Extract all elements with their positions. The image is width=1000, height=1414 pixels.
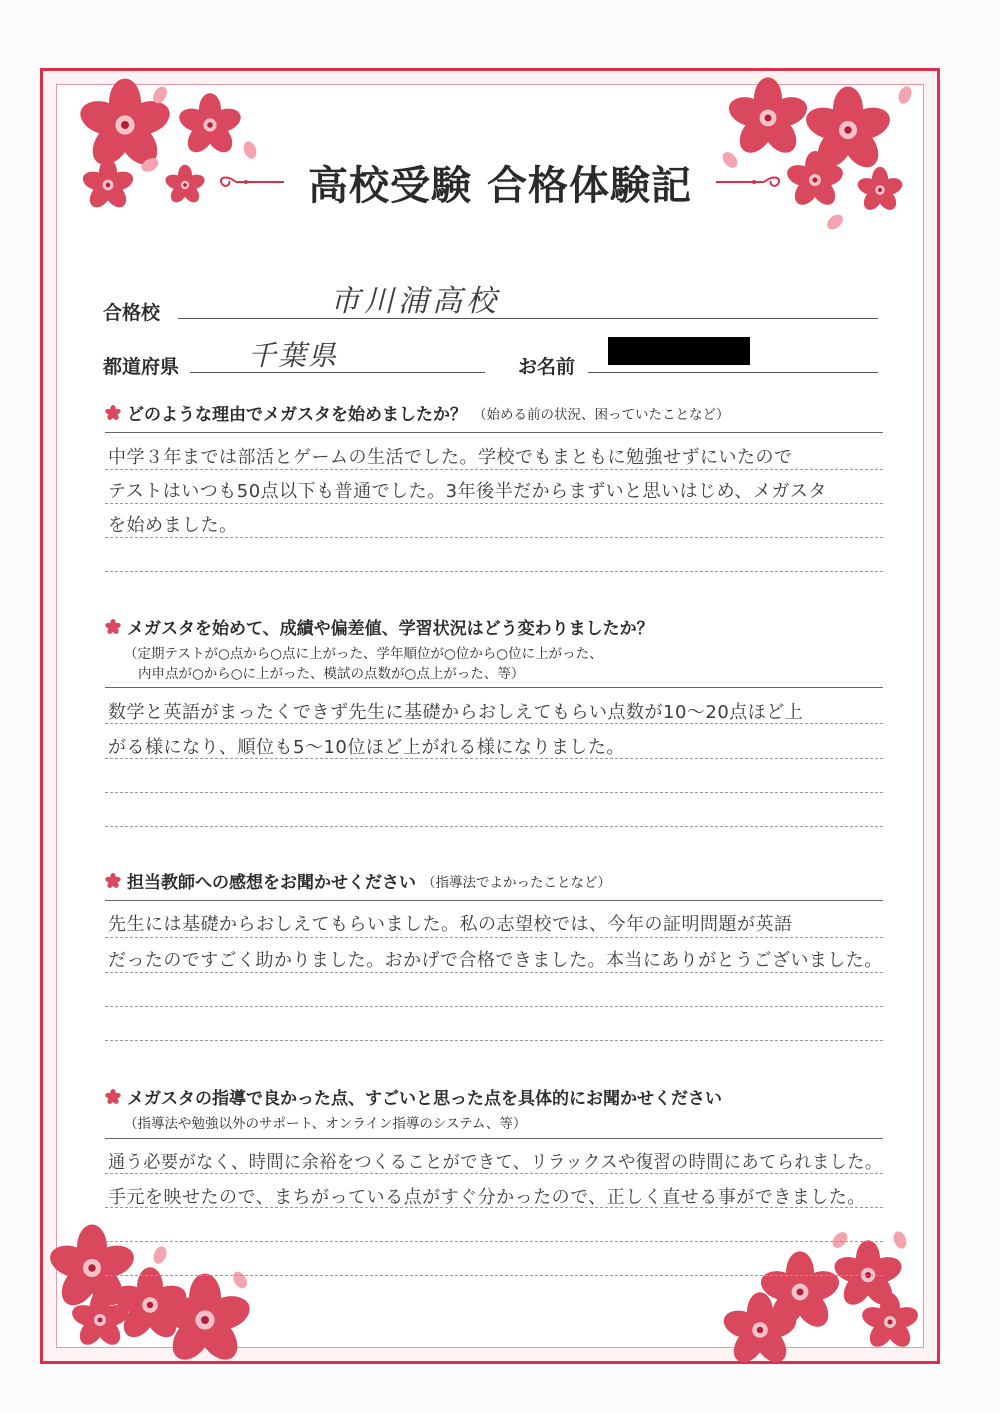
answer-line [105,1241,883,1242]
answer-1-line-3: を始めました。 [108,515,238,536]
right-flourish-icon [714,172,784,192]
answer-line [105,792,883,793]
answer-1-line-1: 中学３年までは部活とゲームの生活でした。学校でもまともに勉強せずにいたので [108,447,793,468]
answer-1-line-2: テストはいつも50点以下も普通でした。3年後半だからまずいと思いはじめ、メガスタ [108,481,827,502]
question-1 [105,400,730,425]
page-title: 高校受験 合格体験記 [308,161,692,209]
answer-line [105,1138,883,1139]
answer-line [105,972,883,973]
question-2-note-1: （定期テストが○点から○点に上がった、学年順位が○位から○位に上がった、 [124,646,603,662]
question-3 [105,868,611,893]
answer-line [105,687,883,688]
answer-4-line-1: 通う必要がなく、時間に余裕をつくることができて、リラックスや復習の時間にあてられました。 [108,1152,883,1173]
answer-4-line-2: 手元を映せたので、まちがっている点がすぐ分かったので、正しく直せる事ができました。 [108,1187,866,1208]
blossom-bullet-icon [105,873,121,889]
blossom-bullet-icon [105,405,121,421]
answer-line [105,826,883,827]
question-3-note: （指導法でよかったことなど） [422,874,611,891]
question-1-label: どのような理由でメガスタを始めましたか？ [127,405,467,425]
answer-line [105,432,883,433]
question-4 [105,1084,722,1109]
answer-line [105,537,883,538]
answer-2-line-2: がる様になり、順位も5～10位ほど上がれる様になりました。 [108,737,625,758]
question-1-note: （始める前の状況、困っていたことなど） [473,406,730,423]
answer-3-line-1: 先生には基礎からおしえてもらいました。私の志望校では、今年の証明問題が英語 [108,914,793,935]
answer-line [105,1275,883,1276]
blossom-bullet-icon [105,619,121,635]
answer-line [105,937,883,938]
answer-line [105,1006,883,1007]
left-flourish-icon [216,172,286,192]
school-line [178,318,878,319]
question-4-label: メガスタの指導で良かった点、すごいと思った点を具体的にお聞かせください [127,1089,722,1109]
question-3-label: 担当教師への感想をお聞かせください [127,873,416,893]
school-value: 市川浦高校 [330,284,500,319]
school-label: 合格校 [103,302,161,324]
name-line [588,372,878,373]
answer-line [105,503,883,504]
question-2-label: メガスタを始めて、成績や偏差値、学習状況はどう変わりましたか？ [127,619,654,639]
question-2 [105,614,654,639]
answer-line [105,900,883,901]
question-2-note-2: 内申点が○から○に上がった、模試の点数が○点上がった、等） [138,666,525,682]
title-row [0,152,1000,212]
blossom-bullet-icon [105,1089,121,1105]
answer-2-line-1: 数学と英語がまったくできず先生に基礎からおしえてもらい点数が10～20点ほど上 [108,702,804,723]
answer-line [105,469,883,470]
answer-3-line-2: だったのですごく助かりました。おかげで合格できました。本当にありがとうございました。 [108,950,883,971]
name-label: お名前 [518,356,576,378]
answer-line [105,1040,883,1041]
question-4-note: （指導法や勉強以外のサポート、オンライン指導のシステム、等） [124,1116,527,1132]
answer-line [105,571,883,572]
name-redaction [608,337,750,365]
prefecture-label: 都道府県 [103,356,180,378]
prefecture-value: 千葉県 [248,339,339,372]
